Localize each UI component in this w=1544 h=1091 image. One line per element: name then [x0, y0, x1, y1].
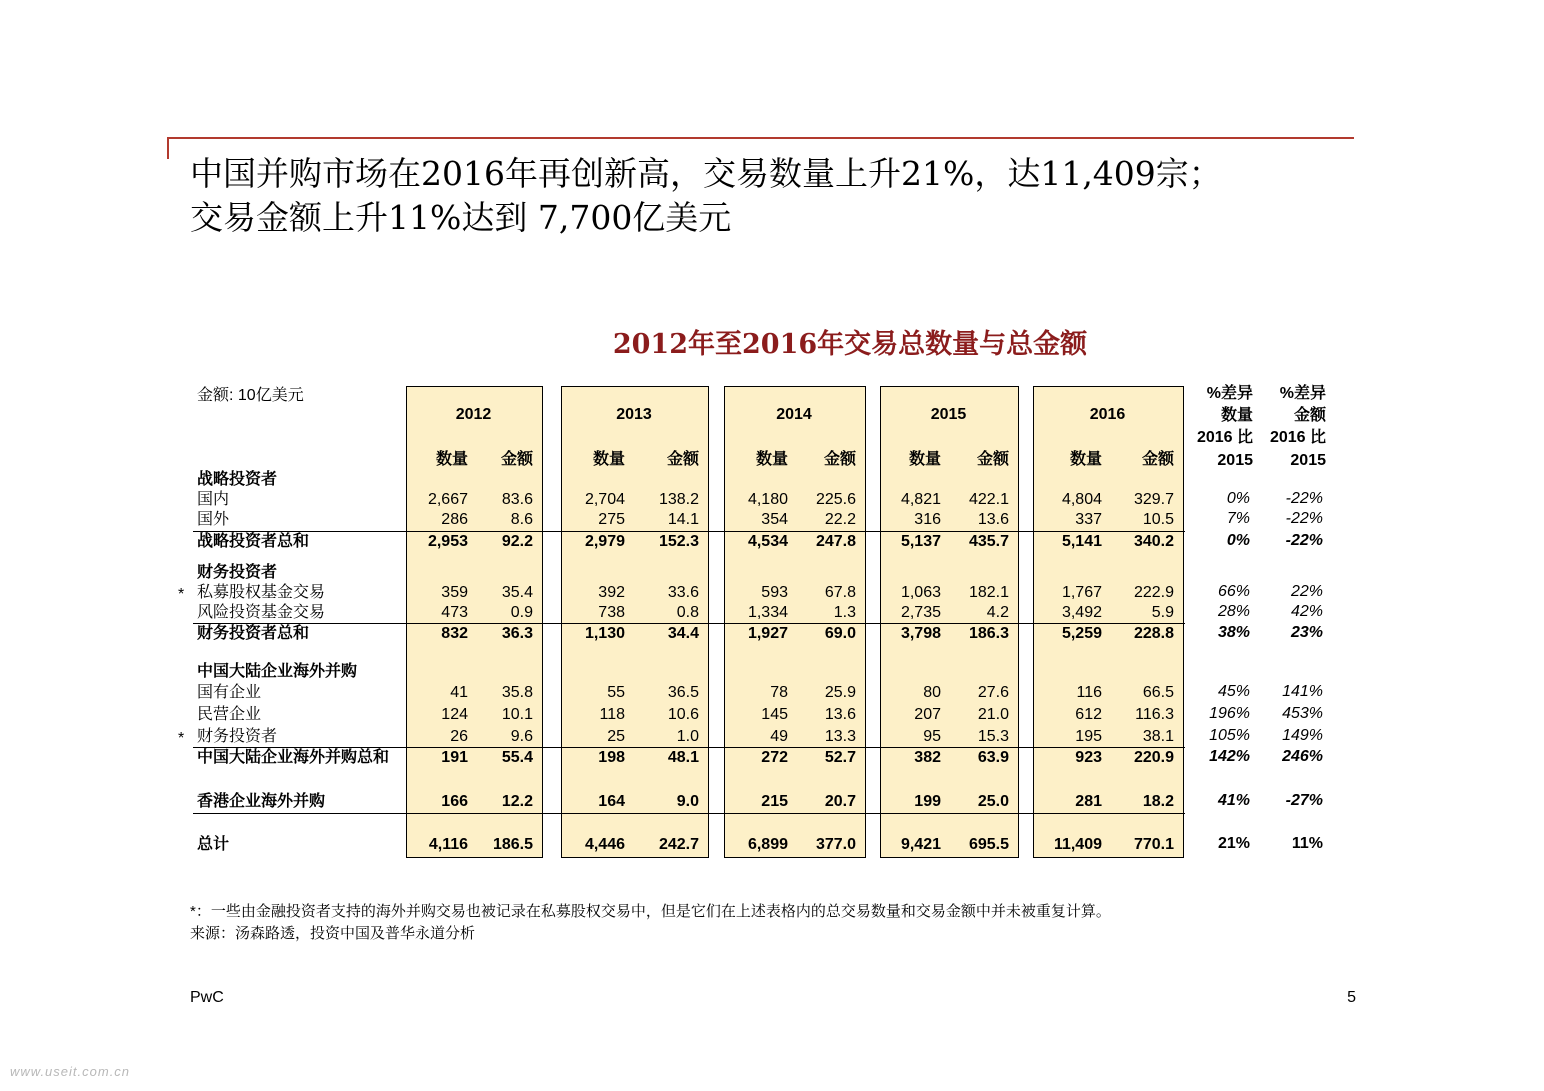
pct-count-cell: 66% [1217, 583, 1250, 600]
count-header: 数量 [1069, 451, 1102, 468]
amount-cell: 222.9 [1133, 584, 1174, 601]
amount-cell: 36.3 [501, 625, 533, 642]
page-number: 5 [1347, 989, 1356, 1006]
amount-cell: 695.5 [968, 836, 1009, 853]
row-label: 风险投资基金交易 [197, 604, 326, 621]
amount-cell: 22.2 [824, 511, 856, 528]
row-label: 私募股权基金交易 [197, 584, 326, 601]
count-cell: 275 [598, 511, 625, 528]
amount-cell: 242.7 [658, 836, 699, 853]
pct-count-cell: 45% [1217, 683, 1250, 700]
amount-cell: 69.0 [824, 625, 856, 642]
pct-amount-cell: 11% [1291, 835, 1323, 852]
footnote-marker: * [178, 730, 185, 747]
count-cell: 215 [761, 793, 788, 810]
count-cell: 1,927 [747, 625, 788, 642]
row-label: 香港企业海外并购 [197, 793, 326, 810]
count-cell: 5,259 [1061, 625, 1102, 642]
unit-label: 金额: 10亿美元 [197, 387, 304, 404]
pct-count-cell: 7% [1226, 510, 1250, 527]
year-header-2012: 2012 [455, 406, 492, 423]
source-note: 来源：汤森路透，投资中国及普华永道分析 [190, 925, 476, 942]
amount-cell: 4.2 [986, 604, 1009, 621]
amount-cell: 36.5 [667, 684, 699, 701]
amount-cell: 66.5 [1142, 684, 1174, 701]
count-cell: 738 [598, 604, 625, 621]
pct-amount-cell: -22% [1285, 510, 1323, 527]
row-divider [193, 813, 1185, 814]
amount-cell: 8.6 [510, 511, 533, 528]
count-cell: 207 [914, 706, 941, 723]
row-label: 国内 [197, 491, 230, 508]
count-cell: 382 [914, 749, 941, 766]
amount-cell: 9.6 [510, 728, 533, 745]
amount-cell: 138.2 [658, 491, 699, 508]
row-label: 中国大陆企业海外并购 [197, 663, 358, 680]
page-title-line1: 中国并购市场在2016年再创新高，交易数量上升21%，达11,409宗； [190, 154, 1222, 193]
count-cell: 49 [770, 728, 788, 745]
count-cell: 2,704 [584, 491, 625, 508]
count-cell: 25 [607, 728, 625, 745]
table-title: 2012年至2016年交易总数量与总金额 [612, 329, 1088, 360]
footnote: *：一些由金融投资者支持的海外并购交易也被记录在私募股权交易中，但是它们在上述表格内的总交易数量和交易金额中并未被重复计算。 [190, 903, 1111, 920]
row-label: 国有企业 [197, 684, 262, 701]
amount-cell: 770.1 [1133, 836, 1174, 853]
amount-cell: 247.8 [815, 533, 856, 550]
pct-amount-cell: -22% [1285, 490, 1323, 507]
row-label: 战略投资者 [197, 471, 278, 488]
amount-cell: 33.6 [667, 584, 699, 601]
amount-cell: 182.1 [968, 584, 1009, 601]
pct-amount-header: 2015 [1290, 452, 1326, 469]
count-cell: 1,767 [1061, 584, 1102, 601]
pct-amount-cell: 22% [1290, 583, 1323, 600]
count-cell: 124 [441, 706, 468, 723]
title-rule-tick [167, 137, 169, 159]
amount-header: 金额 [1141, 451, 1174, 468]
amount-header: 金额 [823, 451, 856, 468]
pct-amount-cell: 141% [1282, 683, 1323, 700]
amount-cell: 20.7 [824, 793, 856, 810]
count-header: 数量 [908, 451, 941, 468]
count-cell: 272 [761, 749, 788, 766]
pct-count-cell: 0% [1226, 490, 1250, 507]
amount-cell: 38.1 [1142, 728, 1174, 745]
amount-cell: 25.9 [824, 684, 856, 701]
amount-cell: 15.3 [977, 728, 1009, 745]
count-cell: 26 [450, 728, 468, 745]
pct-count-cell: 105% [1209, 727, 1250, 744]
pct-count-cell: 41% [1217, 792, 1250, 809]
amount-cell: 435.7 [968, 533, 1009, 550]
page-title-line2: 交易金额上升11%达到 7,700亿美元 [190, 198, 732, 237]
pct-count-header: 2016 比 [1196, 429, 1253, 446]
row-label: 中国大陆企业海外并购总和 [197, 749, 390, 766]
pct-count-header: 2015 [1217, 452, 1253, 469]
pct-amount-cell: -22% [1285, 532, 1323, 549]
count-cell: 55 [607, 684, 625, 701]
pct-count-cell: 196% [1209, 705, 1250, 722]
count-cell: 41 [450, 684, 468, 701]
count-cell: 118 [599, 706, 625, 723]
footnote-marker: * [178, 586, 185, 603]
count-cell: 923 [1075, 749, 1102, 766]
footer-brand: PwC [190, 989, 224, 1006]
count-cell: 1,063 [900, 584, 941, 601]
count-cell: 95 [923, 728, 941, 745]
amount-cell: 186.5 [492, 836, 533, 853]
count-cell: 4,804 [1061, 491, 1102, 508]
amount-cell: 14.1 [667, 511, 699, 528]
pct-amount-cell: 149% [1282, 727, 1323, 744]
amount-cell: 21.0 [977, 706, 1009, 723]
amount-cell: 12.2 [501, 793, 533, 810]
amount-cell: 186.3 [968, 625, 1009, 642]
pct-count-cell: 21% [1217, 835, 1250, 852]
amount-cell: 34.4 [667, 625, 699, 642]
count-cell: 164 [598, 793, 625, 810]
amount-header: 金额 [976, 451, 1009, 468]
amount-cell: 35.4 [501, 584, 533, 601]
count-header: 数量 [592, 451, 625, 468]
amount-cell: 0.8 [676, 604, 699, 621]
row-label: 战略投资者总和 [197, 533, 310, 550]
amount-cell: 25.0 [977, 793, 1009, 810]
count-cell: 4,446 [584, 836, 625, 853]
amount-cell: 27.6 [977, 684, 1009, 701]
count-cell: 1,334 [747, 604, 788, 621]
pct-amount-header: 金额 [1293, 407, 1326, 424]
pct-count-cell: 38% [1217, 624, 1250, 641]
count-cell: 354 [761, 511, 788, 528]
amount-cell: 63.9 [977, 749, 1009, 766]
row-label: 总计 [197, 836, 230, 853]
amount-header: 金额 [500, 451, 533, 468]
count-cell: 593 [761, 584, 788, 601]
amount-cell: 67.8 [824, 584, 856, 601]
count-cell: 286 [441, 511, 468, 528]
pct-amount-header: 2016 比 [1269, 429, 1326, 446]
count-cell: 3,798 [900, 625, 941, 642]
amount-cell: 10.6 [667, 706, 699, 723]
pct-amount-cell: 246% [1282, 748, 1323, 765]
amount-cell: 13.6 [977, 511, 1009, 528]
count-cell: 5,141 [1061, 533, 1102, 550]
pct-amount-cell: 42% [1290, 603, 1323, 620]
count-cell: 1,130 [584, 625, 625, 642]
amount-cell: 422.1 [968, 491, 1009, 508]
year-header-2014: 2014 [776, 406, 812, 423]
amount-cell: 377.0 [815, 836, 856, 853]
pct-count-header: 数量 [1220, 407, 1253, 424]
amount-cell: 10.5 [1142, 511, 1174, 528]
amount-cell: 52.7 [824, 749, 856, 766]
pct-count-cell: 0% [1226, 532, 1250, 549]
count-cell: 359 [441, 584, 468, 601]
amount-cell: 340.2 [1133, 533, 1174, 550]
count-cell: 116 [1076, 684, 1102, 701]
count-header: 数量 [435, 451, 468, 468]
pct-amount-cell: 23% [1290, 624, 1323, 641]
amount-cell: 10.1 [501, 706, 533, 723]
amount-cell: 225.6 [815, 491, 856, 508]
count-cell: 2,979 [584, 533, 625, 550]
count-cell: 199 [914, 793, 941, 810]
year-header-2016: 2016 [1089, 406, 1126, 423]
count-cell: 6,899 [747, 836, 788, 853]
count-cell: 473 [441, 604, 468, 621]
count-cell: 195 [1075, 728, 1102, 745]
count-header: 数量 [755, 451, 788, 468]
amount-cell: 18.2 [1142, 793, 1174, 810]
amount-cell: 0.9 [510, 604, 533, 621]
count-cell: 4,821 [900, 491, 941, 508]
pct-amount-cell: -27% [1285, 792, 1323, 809]
count-cell: 316 [914, 511, 941, 528]
amount-cell: 228.8 [1133, 625, 1174, 642]
pct-count-cell: 28% [1217, 603, 1250, 620]
amount-cell: 1.3 [833, 604, 856, 621]
row-label: 财务投资者 [197, 728, 278, 745]
pct-count-cell: 142% [1209, 748, 1250, 765]
row-label: 民营企业 [197, 706, 262, 723]
year-header-2015: 2015 [930, 406, 967, 423]
count-cell: 337 [1075, 511, 1102, 528]
count-cell: 4,534 [747, 533, 788, 550]
count-cell: 5,137 [900, 533, 941, 550]
year-header-2013: 2013 [616, 406, 652, 423]
amount-cell: 1.0 [676, 728, 699, 745]
amount-cell: 5.9 [1151, 604, 1174, 621]
amount-cell: 48.1 [667, 749, 699, 766]
count-cell: 145 [761, 706, 788, 723]
count-cell: 198 [598, 749, 625, 766]
count-cell: 281 [1075, 793, 1102, 810]
pct-amount-header: %差异 [1279, 385, 1326, 402]
pct-count-header: %差异 [1206, 385, 1253, 402]
amount-cell: 329.7 [1133, 491, 1174, 508]
count-cell: 612 [1075, 706, 1102, 723]
count-cell: 9,421 [900, 836, 941, 853]
count-cell: 2,667 [427, 491, 468, 508]
count-cell: 392 [598, 584, 625, 601]
amount-cell: 116.3 [1135, 706, 1174, 723]
amount-cell: 55.4 [501, 749, 533, 766]
count-cell: 2,953 [427, 533, 468, 550]
amount-cell: 13.6 [824, 706, 856, 723]
watermark: www.useit.com.cn [10, 1064, 131, 1079]
amount-cell: 152.3 [658, 533, 699, 550]
amount-cell: 220.9 [1133, 749, 1174, 766]
count-cell: 2,735 [900, 604, 941, 621]
amount-cell: 92.2 [501, 533, 533, 550]
amount-cell: 13.3 [824, 728, 856, 745]
row-label: 财务投资者 [197, 564, 278, 581]
pct-amount-cell: 453% [1282, 705, 1323, 722]
amount-cell: 9.0 [676, 793, 699, 810]
amount-cell: 35.8 [501, 684, 533, 701]
count-cell: 11,409 [1053, 836, 1102, 853]
count-cell: 4,180 [747, 491, 788, 508]
count-cell: 832 [441, 625, 468, 642]
row-label: 财务投资者总和 [197, 625, 310, 642]
count-cell: 78 [770, 684, 788, 701]
count-cell: 166 [441, 793, 468, 810]
count-cell: 3,492 [1061, 604, 1102, 621]
amount-header: 金额 [666, 451, 699, 468]
count-cell: 80 [923, 684, 941, 701]
count-cell: 4,116 [428, 836, 468, 853]
amount-cell: 83.6 [501, 491, 533, 508]
title-rule [167, 137, 1354, 139]
count-cell: 191 [441, 749, 468, 766]
row-label: 国外 [197, 511, 230, 528]
